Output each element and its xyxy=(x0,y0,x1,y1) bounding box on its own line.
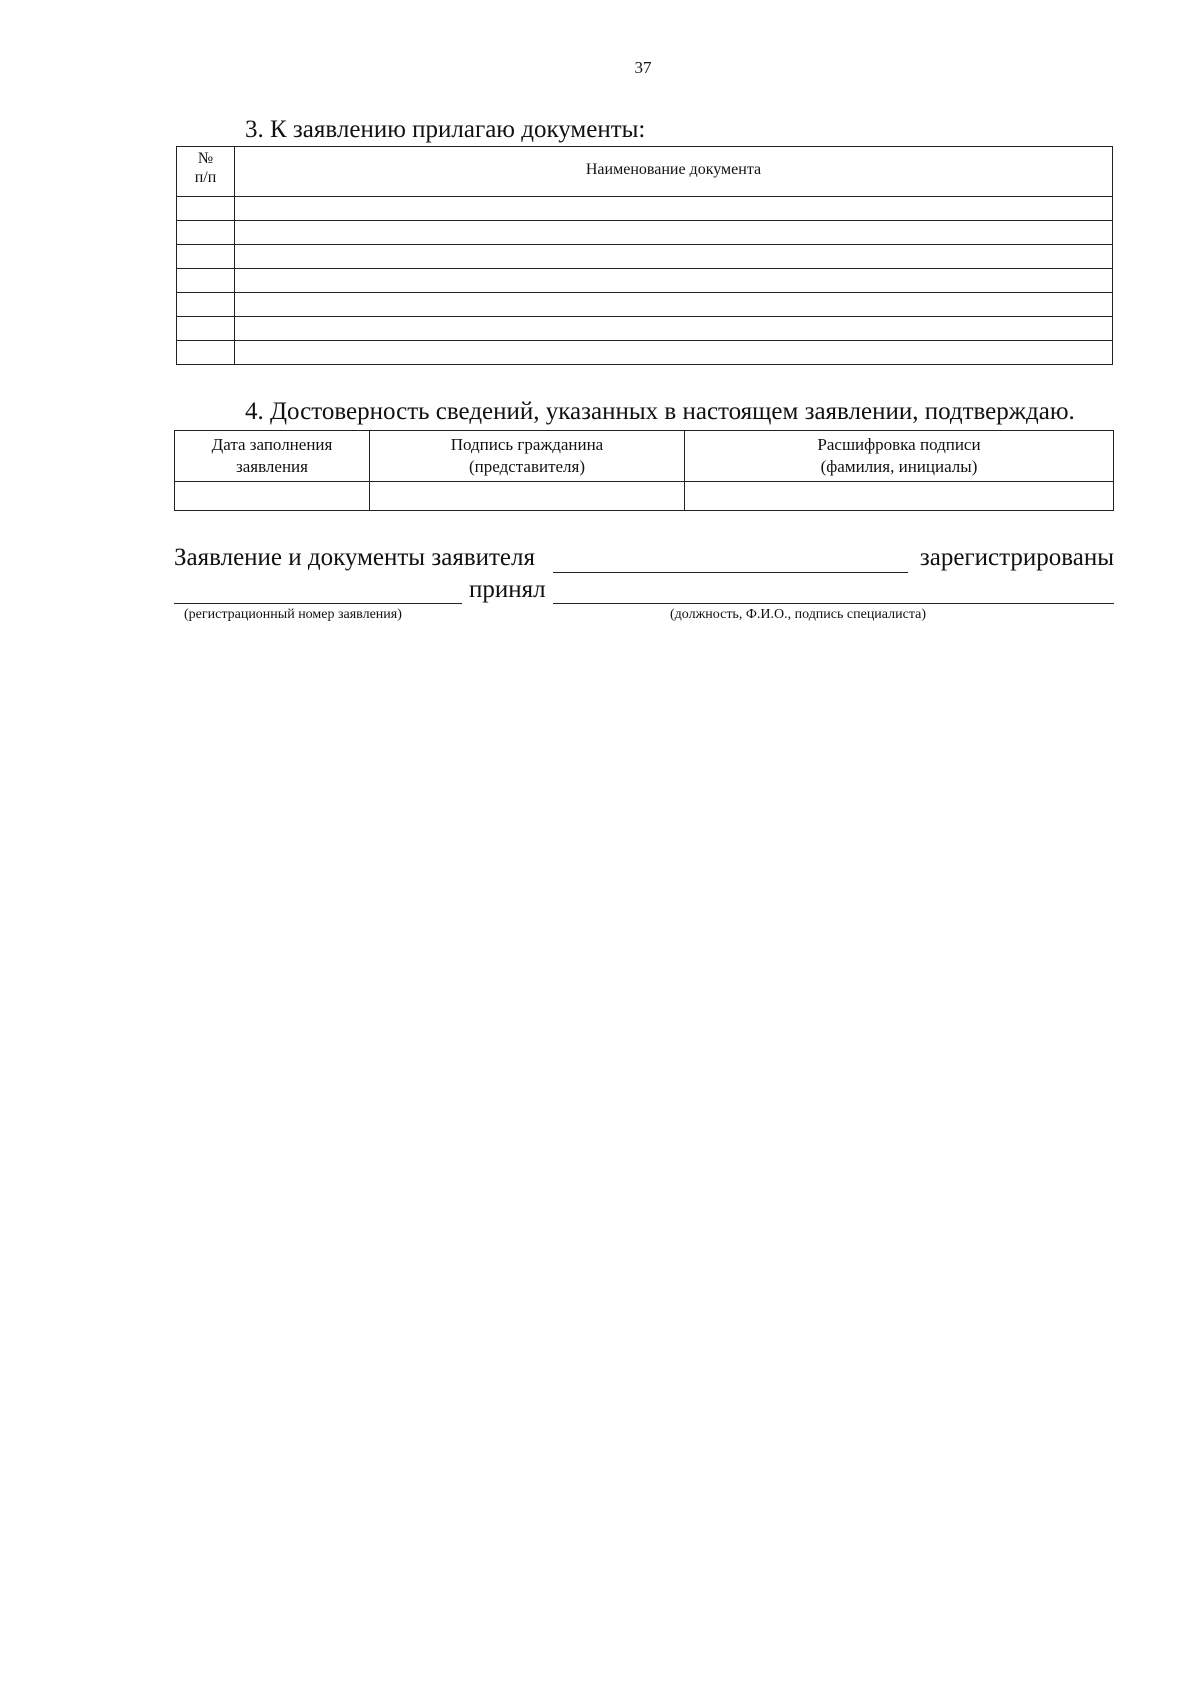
registration-line-1 xyxy=(174,544,1114,580)
registration-text-right: зарегистрированы xyxy=(919,544,1114,571)
column-header-number xyxy=(177,147,235,197)
table-row xyxy=(175,482,1114,511)
number-cell[interactable] xyxy=(177,245,235,269)
table-row xyxy=(177,317,1113,341)
number-cell[interactable] xyxy=(177,341,235,365)
registration-number-blank-field[interactable] xyxy=(553,572,908,573)
registration-number-field[interactable] xyxy=(174,603,462,604)
number-cell[interactable] xyxy=(177,293,235,317)
registration-line-2 xyxy=(174,576,1114,608)
attached-documents-table xyxy=(176,146,1113,365)
table-row xyxy=(177,221,1113,245)
page-number: 37 xyxy=(634,58,652,77)
column-header-fill-date-line1: Дата заполнения xyxy=(211,435,333,454)
column-header-signature-line2: (представителя) xyxy=(468,457,586,476)
table-row xyxy=(177,197,1113,221)
table-row xyxy=(177,341,1113,365)
signature-cell[interactable] xyxy=(370,482,685,511)
column-header-fill-date-line2: заявления xyxy=(236,457,308,476)
document-name-cell[interactable] xyxy=(235,269,1113,293)
number-cell[interactable] xyxy=(177,317,235,341)
document-name-cell[interactable] xyxy=(235,317,1113,341)
column-header-signature-decoding xyxy=(685,431,1114,482)
accepted-by-label: принял xyxy=(469,576,546,603)
document-name-cell[interactable] xyxy=(235,293,1113,317)
registration-text-left: Заявление и документы заявителя xyxy=(174,544,535,571)
signature-decoding-cell[interactable] xyxy=(685,482,1114,511)
column-header-document-name: Наименование документа xyxy=(235,147,1113,197)
document-name-cell[interactable] xyxy=(235,341,1113,365)
column-header-number-line2: п/п xyxy=(194,169,217,186)
column-header-signature xyxy=(370,431,685,482)
column-header-signature-decoding-line1: Расшифровка подписи xyxy=(817,435,981,454)
column-header-signature-decoding-line2: (фамилия, инициалы) xyxy=(820,457,978,476)
registration-number-caption: (регистрационный номер заявления) xyxy=(184,607,402,622)
fill-date-cell[interactable] xyxy=(175,482,370,511)
document-name-cell[interactable] xyxy=(235,221,1113,245)
number-cell[interactable] xyxy=(177,269,235,293)
table-row xyxy=(177,245,1113,269)
confirmation-table xyxy=(174,430,1114,511)
document-name-cell[interactable] xyxy=(235,197,1113,221)
column-header-fill-date xyxy=(175,431,370,482)
table-row xyxy=(177,269,1113,293)
column-header-signature-line1: Подпись гражданина xyxy=(450,435,604,454)
document-name-cell[interactable] xyxy=(235,245,1113,269)
number-cell[interactable] xyxy=(177,197,235,221)
table-header-row xyxy=(175,431,1114,482)
section-3-title: 3. К заявлению прилагаю документы: xyxy=(245,116,646,143)
table-header-row xyxy=(177,147,1113,197)
column-header-number-line1: № xyxy=(197,150,214,167)
number-cell[interactable] xyxy=(177,221,235,245)
section-4-title: 4. Достоверность сведений, указанных в настоящем заявлении, подтверждаю. xyxy=(245,398,1075,425)
table-row xyxy=(177,293,1113,317)
specialist-caption: (должность, Ф.И.О., подпись специалиста) xyxy=(670,607,926,622)
specialist-field[interactable] xyxy=(553,603,1114,604)
